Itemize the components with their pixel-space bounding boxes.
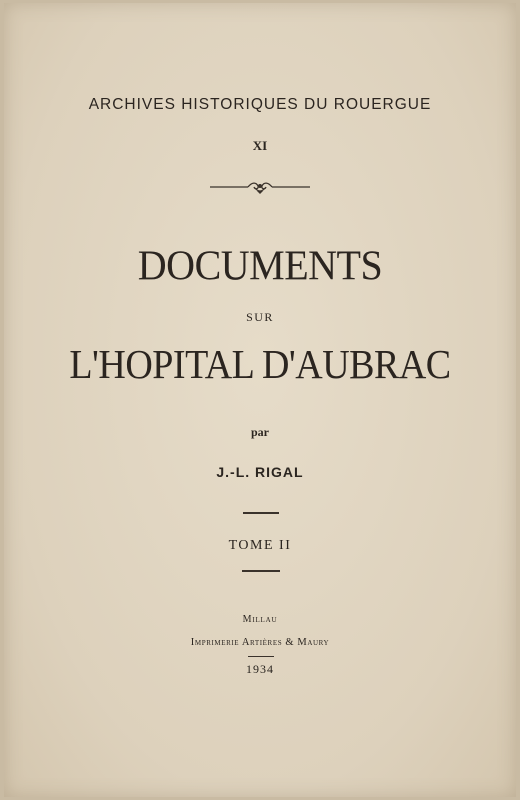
title-connector: SUR <box>246 310 274 324</box>
publisher-name: Imprimerie Artières & Maury <box>190 637 330 648</box>
title-line-1: DOCUMENTS <box>137 241 383 290</box>
divider-top <box>243 512 279 514</box>
publisher-city: Millau <box>242 614 278 625</box>
author-name: J.-L. RIGAL <box>216 464 304 480</box>
by-label: par <box>251 425 269 439</box>
divider-bottom <box>242 570 280 572</box>
book-cover <box>4 3 516 797</box>
series-title: ARCHIVES HISTORIQUES DU ROUERGUE <box>88 96 432 113</box>
tome-label: TOME II <box>228 538 292 553</box>
publication-year: 1934 <box>246 662 274 676</box>
volume-number: XI <box>252 138 268 153</box>
title-line-2: L'HOPITAL D'AUBRAC <box>69 342 451 388</box>
divider-publisher <box>248 656 274 657</box>
flourish-ornament-icon <box>0 180 520 196</box>
